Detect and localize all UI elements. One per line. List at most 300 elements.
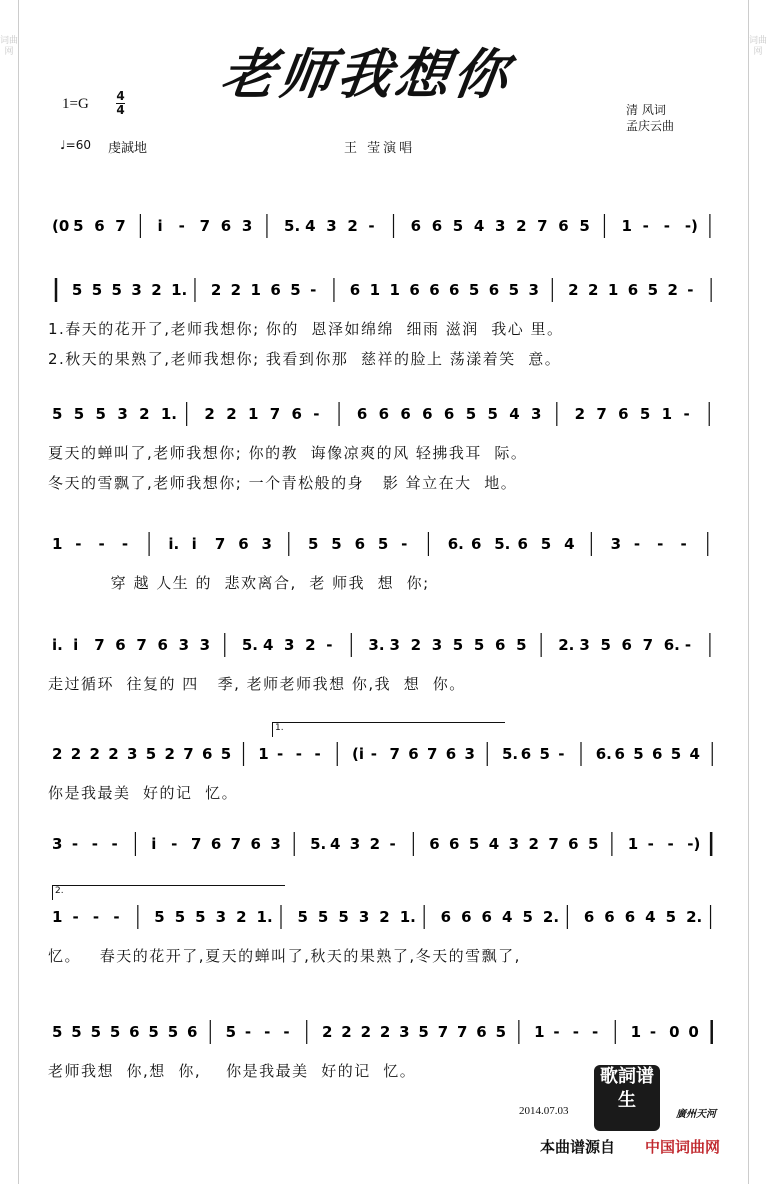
note: 6	[129, 1023, 140, 1041]
note: 1.	[256, 908, 273, 926]
note: 5	[473, 636, 485, 654]
note: i	[191, 535, 197, 553]
note: -	[683, 405, 690, 423]
notation-svg	[48, 832, 723, 858]
note: 7	[190, 835, 202, 853]
notation-row	[48, 905, 723, 929]
note: 6	[618, 405, 629, 423]
note: 7	[214, 535, 226, 553]
note: 5	[225, 1023, 237, 1041]
note: 1	[389, 281, 400, 299]
note: -	[295, 745, 302, 763]
note: 3	[358, 908, 370, 926]
note: 2	[236, 908, 247, 926]
note: 7	[457, 1023, 468, 1041]
note: 1	[607, 281, 619, 299]
note: 5	[468, 835, 480, 853]
note: 2	[204, 405, 215, 423]
note: -	[171, 835, 178, 853]
note: 5	[90, 1023, 102, 1041]
notation-row	[48, 832, 723, 856]
date: 2014.07.03	[519, 1105, 569, 1117]
note: -	[277, 745, 284, 763]
note: 6	[488, 281, 500, 299]
note: 6	[604, 908, 615, 926]
note: -	[71, 835, 79, 853]
notation-svg	[48, 905, 723, 931]
lyric-line: 2.秋天的果熟了,老师我想你; 我看到你那 慈祥的脸上 荡漾着笑 意。	[48, 350, 562, 368]
note: 5	[290, 281, 301, 299]
note: 6	[429, 281, 440, 299]
singer-credit: 王 莹演唱	[344, 141, 416, 156]
key-signature: 1=G	[62, 96, 89, 112]
note: 6	[520, 745, 532, 763]
time-top: 4	[116, 89, 125, 103]
notation-row	[48, 278, 723, 302]
note: 6	[422, 405, 433, 423]
note: -	[667, 835, 674, 853]
note: 1.	[399, 908, 416, 926]
note: 3	[199, 636, 211, 654]
note: -	[264, 1023, 271, 1041]
note: -	[647, 835, 654, 853]
note: -	[684, 636, 692, 654]
note: i.	[168, 535, 180, 553]
note: 2	[347, 217, 358, 235]
note: 6	[627, 281, 639, 299]
note: 3	[131, 281, 142, 299]
watermark-text: 词曲网	[749, 36, 767, 57]
note: 6	[250, 835, 261, 853]
note: -	[98, 535, 105, 553]
note: 2	[379, 908, 390, 926]
note: 2	[341, 1023, 352, 1041]
note: 5	[148, 1023, 159, 1041]
note: 5	[338, 908, 349, 926]
note: 3	[508, 835, 520, 853]
note: 5	[516, 636, 527, 654]
note: (i	[352, 745, 364, 763]
time-bottom: 4	[116, 103, 125, 117]
lyric-line: 忆。 春天的花开了,夏天的蝉叫了,秋天的果熟了,冬天的雪飘了,	[48, 947, 521, 965]
note: 6	[408, 745, 419, 763]
note: 6	[614, 745, 625, 763]
lyric-line: 你是我最美 好的记 忆。	[48, 784, 239, 802]
note: 1	[534, 1023, 545, 1041]
note: 3	[241, 217, 253, 235]
note: 6	[409, 281, 420, 299]
note: 5	[331, 535, 342, 553]
note: 2	[226, 405, 237, 423]
note: 0	[688, 1023, 699, 1041]
note: 7	[437, 1023, 449, 1041]
note: 5	[633, 745, 644, 763]
note: (0	[52, 217, 70, 235]
notation-row	[48, 1020, 723, 1044]
note: 6	[354, 535, 366, 553]
note: 6	[187, 1023, 198, 1041]
note: 0	[669, 1023, 680, 1041]
note: 6	[270, 281, 281, 299]
note: 6	[461, 908, 472, 926]
note: -	[649, 1023, 657, 1041]
song-title: 老师我想你	[217, 42, 517, 106]
note: 7	[136, 636, 147, 654]
lyric-line: 夏天的蝉叫了,老师我想你; 你的教 诲像凉爽的风 轻拂我耳 际。	[48, 444, 528, 462]
note: 6	[431, 217, 443, 235]
note: 5	[579, 217, 590, 235]
note: 3	[215, 908, 227, 926]
notation-svg	[48, 633, 723, 659]
note: -	[687, 281, 694, 299]
note: 3	[399, 1023, 410, 1041]
note: 3	[326, 217, 337, 235]
note: 3	[261, 535, 272, 553]
note: 7	[642, 636, 654, 654]
note: 5	[73, 405, 85, 423]
note: 2	[322, 1023, 333, 1041]
note: 1.	[160, 405, 178, 423]
note: 6	[440, 908, 452, 926]
left-watermark-strip	[0, 0, 19, 1184]
note: 6	[449, 281, 460, 299]
note: 4	[502, 908, 513, 926]
note: -	[401, 535, 408, 553]
note: -	[553, 1023, 560, 1041]
volta-2: 2.	[52, 885, 285, 900]
note: -	[326, 636, 333, 654]
note: 2	[70, 745, 82, 763]
note: 2	[89, 745, 100, 763]
note: 3	[52, 835, 63, 853]
note: 6	[115, 636, 126, 654]
note: 7	[183, 745, 194, 763]
note: 3	[127, 745, 138, 763]
note: 7	[230, 835, 242, 853]
note: 6	[470, 535, 482, 553]
note: 3	[579, 636, 590, 654]
note: 5	[154, 908, 165, 926]
note: 1	[621, 217, 632, 235]
note: 6.	[447, 535, 464, 553]
note: 6	[238, 535, 249, 553]
note: 7	[94, 636, 105, 654]
note: 4	[564, 535, 575, 553]
note: 6	[410, 217, 422, 235]
note: 2	[151, 281, 162, 299]
note: 2	[588, 281, 599, 299]
note: -	[657, 535, 664, 553]
note: 6	[481, 908, 492, 926]
note: -	[633, 535, 641, 553]
note: 4	[262, 636, 274, 654]
note: 5	[508, 281, 520, 299]
note: 5	[600, 636, 611, 654]
note: 5	[308, 535, 319, 553]
note: 3	[464, 745, 475, 763]
note: 5	[111, 281, 122, 299]
notation-svg	[48, 742, 723, 768]
note: 6	[349, 281, 361, 299]
time-signature	[116, 90, 125, 117]
note: -	[558, 745, 565, 763]
note: 5	[297, 908, 308, 926]
notation-row	[48, 402, 723, 426]
note: 6	[356, 405, 368, 423]
note: 7	[548, 835, 559, 853]
note: 5	[377, 535, 389, 553]
note: -	[111, 835, 118, 853]
note: 6	[621, 636, 632, 654]
note: 3	[178, 636, 189, 654]
lyric-line: 穿 越 人生 的 悲欢离合, 老 师我 想 你;	[48, 574, 430, 592]
note: 5.	[310, 835, 327, 853]
note: i	[73, 636, 79, 654]
note: 1	[52, 535, 63, 553]
note: -	[592, 1023, 599, 1041]
note: 2	[667, 281, 678, 299]
note: -	[72, 908, 79, 926]
note: 5	[95, 405, 106, 423]
volta-1: 1.	[272, 722, 505, 737]
note: 3	[349, 835, 361, 853]
note: 6	[558, 217, 569, 235]
note: 6	[400, 405, 411, 423]
note: 5.	[502, 745, 519, 763]
note: 6	[94, 217, 105, 235]
note: 5	[540, 535, 552, 553]
note: i.	[52, 636, 63, 654]
note: 3	[389, 636, 400, 654]
note: 4	[689, 745, 700, 763]
tempo-marking: ♩=60	[60, 138, 91, 152]
notation-row	[48, 742, 723, 766]
lyric-line: 走过循环 往复的 四 季, 老师老师我想 你,我 想 你。	[48, 675, 466, 693]
note: -	[75, 535, 82, 553]
expression-marking: 虔誠地	[108, 141, 148, 156]
composer-credit: 孟庆云曲	[626, 119, 675, 133]
note: -	[310, 281, 317, 299]
note: 6	[157, 636, 168, 654]
note: 3	[531, 405, 542, 423]
note: -	[92, 908, 100, 926]
note: 5	[195, 908, 206, 926]
note: 2	[305, 636, 316, 654]
note: -	[572, 1023, 579, 1041]
note: 3	[610, 535, 622, 553]
note: -	[313, 405, 320, 423]
lyric-line: 老师我想 你,想 你, 你是我最美 好的记 忆。	[48, 1062, 417, 1080]
notation-svg	[48, 532, 723, 558]
note: 6	[378, 405, 390, 423]
note: 1	[369, 281, 381, 299]
notation-svg	[48, 214, 723, 240]
note: 2	[568, 281, 579, 299]
note: 6	[220, 217, 232, 235]
note: 1	[661, 405, 673, 423]
note: 6	[652, 745, 663, 763]
note: 1	[52, 908, 63, 926]
note: 2	[108, 745, 119, 763]
note: 5	[665, 908, 677, 926]
note: 7	[269, 405, 281, 423]
note: 5	[145, 745, 157, 763]
note: 6	[583, 908, 595, 926]
note: 7	[427, 745, 438, 763]
note: 6	[476, 1023, 487, 1041]
note: -)	[687, 835, 701, 853]
notation-row	[48, 214, 723, 238]
note: 4	[509, 405, 520, 423]
note: 6.	[595, 745, 612, 763]
note: -	[178, 217, 185, 235]
lyric-line: 1.春天的花开了,老师我想你; 你的 恩泽如绵绵 细雨 滋润 我心 里。	[48, 320, 564, 338]
note: 5	[52, 405, 63, 423]
note: -	[113, 908, 120, 926]
note: -	[314, 745, 321, 763]
note: 3	[284, 636, 295, 654]
note: -	[642, 217, 649, 235]
note: -	[368, 217, 375, 235]
note: 5	[670, 745, 682, 763]
right-watermark-strip	[748, 0, 767, 1184]
note: -	[389, 835, 396, 853]
note: 4	[329, 835, 341, 853]
note: -	[91, 835, 98, 853]
note: 2.	[558, 636, 575, 654]
note: 2	[164, 745, 175, 763]
note: 3	[117, 405, 128, 423]
note: 1	[630, 1023, 642, 1041]
note: 5.	[494, 535, 511, 553]
note: 6	[291, 405, 302, 423]
note: -	[283, 1023, 290, 1041]
notation-svg	[48, 1020, 723, 1046]
note: 5	[317, 908, 329, 926]
note: i	[157, 217, 163, 235]
note: 5	[639, 405, 651, 423]
note: 5	[109, 1023, 121, 1041]
note: 5	[452, 217, 464, 235]
note: 6	[443, 405, 455, 423]
note: 5	[468, 281, 480, 299]
notation-row	[48, 633, 723, 657]
note: 5	[465, 405, 477, 423]
note: 6.	[663, 636, 680, 654]
note: 3	[270, 835, 281, 853]
seal-stamp: 歌詞谱生	[594, 1065, 660, 1131]
note: 1	[247, 405, 259, 423]
note: 2	[52, 745, 63, 763]
watermark-text: 词曲网	[0, 36, 19, 57]
note: 5	[452, 636, 464, 654]
notation-svg	[48, 402, 723, 428]
note: 6	[202, 745, 213, 763]
note: -)	[684, 217, 698, 235]
note: 6	[210, 835, 222, 853]
note: 4	[645, 908, 656, 926]
note: 6	[494, 636, 506, 654]
note: 4	[305, 217, 316, 235]
note: 5	[167, 1023, 179, 1041]
note: 6	[568, 835, 579, 853]
note: 1	[250, 281, 261, 299]
note: 5.	[241, 636, 258, 654]
note: 4	[488, 835, 500, 853]
lyricist-credit: 清 风词	[626, 103, 666, 117]
note: 5.	[284, 217, 301, 235]
note: 7	[389, 745, 400, 763]
note: -	[121, 535, 129, 553]
note: 7	[596, 405, 607, 423]
source-site: 中国词曲网	[645, 1138, 721, 1156]
note: 2	[574, 405, 586, 423]
note: 2.	[686, 908, 703, 926]
note: 6	[624, 908, 636, 926]
note: 2	[516, 217, 527, 235]
notation-svg	[48, 278, 723, 304]
note: 6	[429, 835, 440, 853]
note: 3	[528, 281, 539, 299]
note: i	[151, 835, 157, 853]
note: 4	[473, 217, 485, 235]
note: 3	[494, 217, 506, 235]
note: 5	[522, 908, 533, 926]
note: 3.	[368, 636, 385, 654]
lyric-line: 冬天的雪飘了,老师我想你; 一个青松般的身 影 耸立在大 地。	[48, 474, 518, 492]
notation-row	[48, 532, 723, 556]
note: -	[680, 535, 687, 553]
note: 2	[369, 835, 381, 853]
note: 2.	[542, 908, 560, 926]
note: 5	[588, 835, 599, 853]
note: 5	[418, 1023, 429, 1041]
note: 5	[91, 281, 103, 299]
note: 7	[537, 217, 548, 235]
note: 2	[360, 1023, 372, 1041]
note: 6	[517, 535, 528, 553]
note: 6	[449, 835, 460, 853]
note: 2	[139, 405, 150, 423]
note: 5	[647, 281, 659, 299]
note: 1	[627, 835, 639, 853]
note: 3	[431, 636, 443, 654]
signature: 廣州天河	[676, 1109, 716, 1120]
note: 5	[220, 745, 232, 763]
note: -	[663, 217, 670, 235]
note: 6	[445, 745, 457, 763]
note: 2	[528, 835, 539, 853]
note: 5	[495, 1023, 507, 1041]
note: 5	[174, 908, 186, 926]
note: 5	[71, 1023, 82, 1041]
note: 2	[379, 1023, 391, 1041]
note: 5	[52, 1023, 63, 1041]
note: 2	[230, 281, 242, 299]
note: 2	[210, 281, 222, 299]
note: 1.	[171, 281, 188, 299]
note: 2	[410, 636, 422, 654]
note: 7	[199, 217, 211, 235]
note: 7	[115, 217, 126, 235]
note: 5	[487, 405, 498, 423]
note: 1	[258, 745, 269, 763]
note: 5	[539, 745, 550, 763]
note: 5	[73, 217, 84, 235]
note: -	[244, 1023, 252, 1041]
note: 5	[71, 281, 83, 299]
source-label: 本曲谱源自	[540, 1138, 616, 1156]
